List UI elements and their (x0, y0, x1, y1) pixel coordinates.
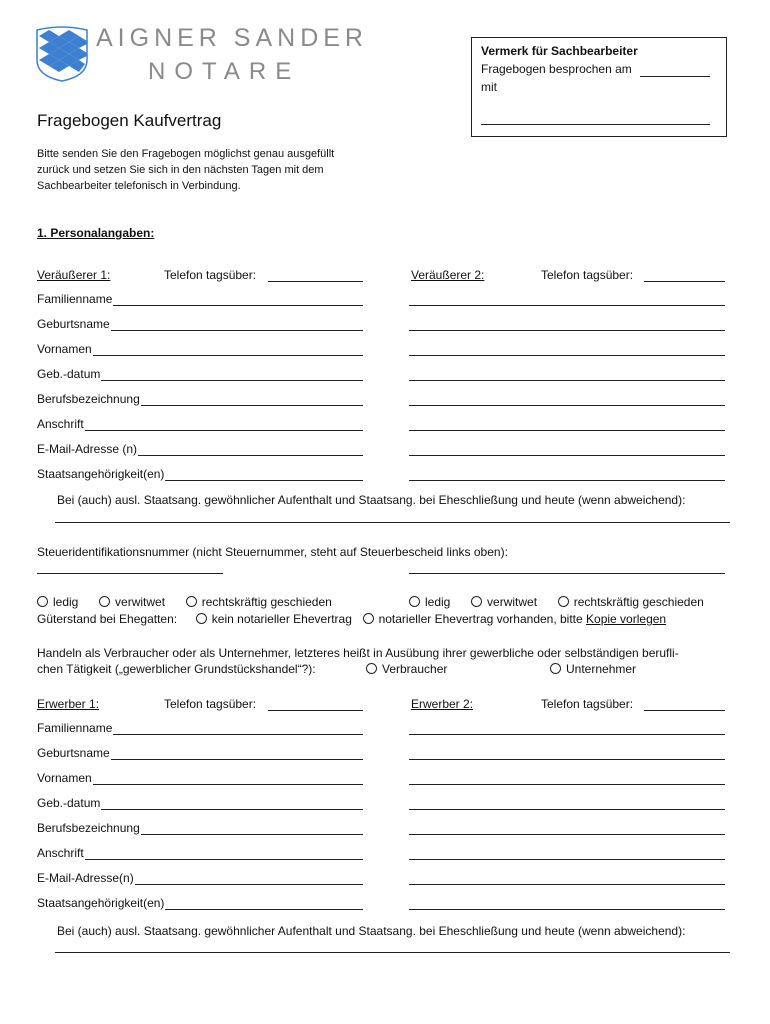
seller-field-label: Geburtsname (37, 317, 110, 331)
buyer-field-line-2[interactable] (409, 784, 725, 785)
buyer-field-label: Staatsangehörigkeit(en) (37, 896, 165, 910)
seller-field-line-2[interactable] (409, 355, 725, 356)
bavarian-crest-icon (35, 26, 89, 82)
buyer-field-line-2[interactable] (409, 909, 725, 910)
buyer2-phone-label: Telefon tagsüber: (541, 697, 634, 711)
intro-line-1: Bitte senden Sie den Fragebogen möglichst genau ausgefüllt (37, 148, 335, 160)
radio-icon[interactable] (196, 613, 207, 624)
marital-option: rechtskräftig geschieden (573, 595, 704, 609)
note-box-with-line[interactable] (481, 124, 710, 125)
marital-option: ledig (53, 595, 79, 609)
buyer2-title: Erwerber 2: (411, 697, 474, 711)
seller2-title: Veräußerer 2: (411, 268, 485, 282)
note-box-date-label: Fragebogen besprochen am (481, 62, 632, 76)
buyer2-phone-line[interactable] (644, 710, 725, 711)
marital-regime-row (37, 612, 666, 626)
note-box (471, 37, 727, 137)
seller1-phone-line[interactable] (268, 281, 363, 282)
seller-abroad-line[interactable] (55, 522, 730, 523)
seller-field-line-2[interactable] (409, 455, 725, 456)
buyer-field-line-2[interactable] (409, 734, 725, 735)
marital-status-1[interactable] (37, 595, 332, 609)
marital-option: verwitwet (487, 595, 538, 609)
seller-field-label: E-Mail-Adresse (n) (37, 442, 138, 456)
seller-abroad-note: Bei (auch) ausl. Staatsang. gewöhnlicher Aufenthalt und Staatsang. bei Eheschließung und heute (wenn abweichend): (57, 493, 686, 507)
buyer-field-line-2[interactable] (409, 834, 725, 835)
consumer-option-1[interactable] (366, 662, 447, 676)
buyer-field-line-1[interactable] (37, 859, 363, 860)
regime-option-1: kein notarieller Ehevertrag (211, 612, 352, 626)
buyer-field-label: E-Mail-Adresse(n) (37, 871, 134, 885)
marital-option: rechtskräftig geschieden (201, 595, 332, 609)
buyer-abroad-line[interactable] (55, 952, 730, 953)
section-heading: 1. Personalangaben: (37, 226, 155, 240)
consumer-option-label: Verbraucher (382, 662, 448, 676)
consumer-line-2: chen Tätigkeit („gewerblicher Grundstückshandel“?): (37, 662, 316, 676)
consumer-option-2[interactable] (550, 662, 636, 676)
seller-field-label: Familienname (37, 292, 113, 306)
tax-id-line-1[interactable] (37, 573, 223, 574)
buyer1-phone-line[interactable] (268, 710, 363, 711)
consumer-line-1: Handeln als Verbraucher oder als Unternehmer, letzteres heißt in Ausübung ihrer gewerbliche oder selbständigen berufli- (37, 646, 679, 660)
note-box-with-label: mit (481, 80, 497, 94)
copy-link[interactable]: Kopie vorlegen (586, 612, 667, 626)
radio-icon[interactable] (186, 596, 197, 607)
buyer-field-line-2[interactable] (409, 859, 725, 860)
seller1-phone-label: Telefon tagsüber: (164, 268, 257, 282)
buyer-field-line-2[interactable] (409, 759, 725, 760)
buyer-field-line-2[interactable] (409, 809, 725, 810)
radio-icon[interactable] (363, 613, 374, 624)
buyer-field-label: Anschrift (37, 846, 84, 860)
note-box-title: Vermerk für Sachbearbeiter (481, 44, 638, 58)
radio-icon[interactable] (550, 663, 561, 674)
seller1-title: Veräußerer 1: (37, 268, 111, 282)
seller-field-line-2[interactable] (409, 480, 725, 481)
buyer-field-label: Vornamen (37, 771, 92, 785)
seller-field-label: Vornamen (37, 342, 92, 356)
seller-field-line-2[interactable] (409, 305, 725, 306)
intro-line-2: zurück und setzen Sie sich in den nächsten Tagen mit dem (37, 164, 324, 176)
firm-name: AIGNER SANDER (96, 24, 368, 52)
buyer-field-label: Familienname (37, 721, 113, 735)
buyer1-title: Erwerber 1: (37, 697, 100, 711)
radio-icon[interactable] (471, 596, 482, 607)
seller2-phone-label: Telefon tagsüber: (541, 268, 634, 282)
radio-icon[interactable] (558, 596, 569, 607)
firm-subtitle: NOTARE (148, 58, 301, 85)
regime-option-2: notarieller Ehevertrag vorhanden, bitte (378, 612, 583, 626)
seller-field-line-2[interactable] (409, 430, 725, 431)
seller-field-line-2[interactable] (409, 330, 725, 331)
seller-field-label: Berufsbezeichnung (37, 392, 140, 406)
seller-field-line-1[interactable] (37, 430, 363, 431)
buyer-field-label: Geb.-datum (37, 796, 101, 810)
marital-option: verwitwet (115, 595, 166, 609)
intro-line-3: Sachbearbeiter telefonisch in Verbindung. (37, 180, 241, 192)
buyer-field-label: Geburtsname (37, 746, 110, 760)
radio-icon[interactable] (99, 596, 110, 607)
note-box-date-line[interactable] (640, 76, 710, 77)
radio-icon[interactable] (37, 596, 48, 607)
marital-status-2[interactable] (409, 595, 704, 609)
seller-field-label: Anschrift (37, 417, 84, 431)
radio-icon[interactable] (366, 663, 377, 674)
tax-id-line-2[interactable] (409, 573, 725, 574)
marital-option: ledig (425, 595, 451, 609)
buyer-field-label: Berufsbezeichnung (37, 821, 140, 835)
tax-id-label: Steueridentifikationsnummer (nicht Steuernummer, steht auf Steuerbescheid links oben): (37, 545, 508, 559)
buyer-field-line-2[interactable] (409, 884, 725, 885)
seller-field-label: Staatsangehörigkeit(en) (37, 467, 165, 481)
radio-icon[interactable] (409, 596, 420, 607)
page-title: Fragebogen Kaufvertrag (37, 111, 222, 130)
buyer-abroad-note: Bei (auch) ausl. Staatsang. gewöhnlicher Aufenthalt und Staatsang. bei Eheschließung und heute (wenn abweichend): (57, 924, 686, 938)
seller-field-label: Geb.-datum (37, 367, 101, 381)
seller-field-line-2[interactable] (409, 380, 725, 381)
seller2-phone-line[interactable] (644, 281, 725, 282)
marital-regime-label: Güterstand bei Ehegatten: (37, 612, 178, 626)
buyer1-phone-label: Telefon tagsüber: (164, 697, 257, 711)
seller-field-line-2[interactable] (409, 405, 725, 406)
consumer-option-label: Unternehmer (566, 662, 637, 676)
